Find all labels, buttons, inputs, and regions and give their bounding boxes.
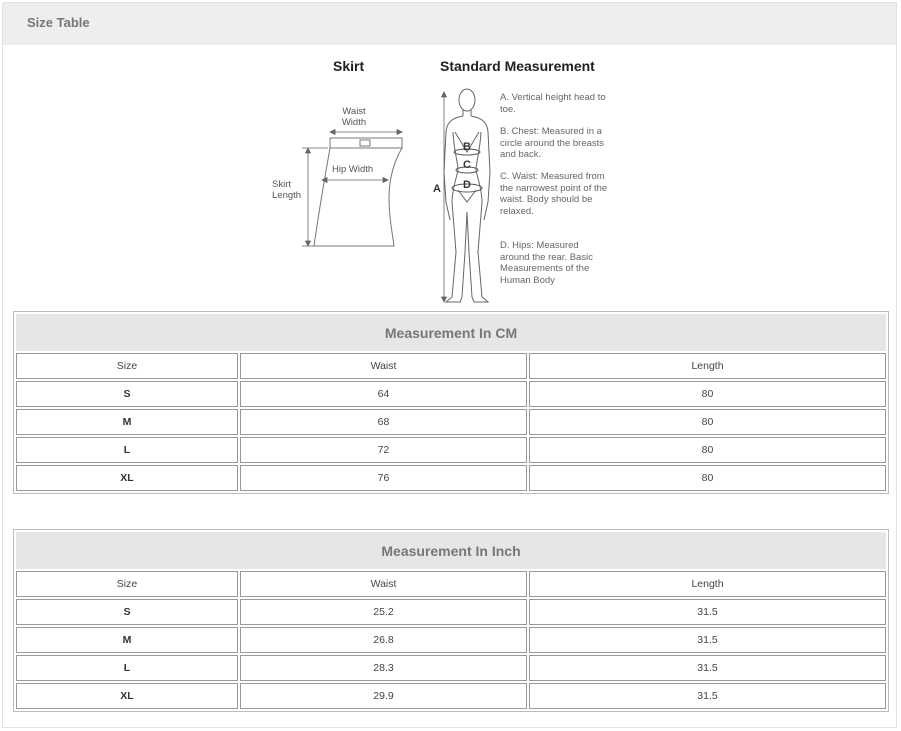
size-cell: M xyxy=(16,409,238,435)
header-length: Length xyxy=(529,571,886,597)
size-cell: S xyxy=(16,599,238,625)
header-length: Length xyxy=(529,353,886,379)
waist-cell: 72 xyxy=(240,437,527,463)
measurement-diagram xyxy=(262,52,632,310)
cm-size-table xyxy=(13,311,889,494)
hip-width-arrow xyxy=(322,178,388,183)
size-cell: XL xyxy=(16,683,238,709)
note-b: B. Chest: Measured in a circle around the breasts and back. xyxy=(500,126,605,160)
panel-title: Size Table xyxy=(27,15,90,30)
human-figure xyxy=(444,89,490,302)
size-cell: S xyxy=(16,381,238,407)
inch-size-table xyxy=(13,529,889,712)
waist-cell: 76 xyxy=(240,465,527,491)
table-row xyxy=(16,409,886,435)
marker-c: C xyxy=(463,159,471,171)
table-row xyxy=(16,465,886,491)
header-waist: Waist xyxy=(240,571,527,597)
note-d: D. Hips: Measured around the rear. Basic Measurements of the Human Body xyxy=(500,240,593,286)
table-header-row xyxy=(16,571,886,597)
table-row xyxy=(16,627,886,653)
table-caption: Measurement In CM xyxy=(16,314,886,351)
waist-cell: 25.2 xyxy=(240,599,527,625)
panel-header xyxy=(3,3,896,45)
table-row xyxy=(16,437,886,463)
waist-width-label: Waist Width xyxy=(341,106,367,128)
marker-a: A xyxy=(433,183,441,195)
marker-d: D xyxy=(463,179,471,191)
size-cell: M xyxy=(16,627,238,653)
length-cell: 80 xyxy=(529,409,886,435)
length-cell: 31.5 xyxy=(529,599,886,625)
hip-width-label: Hip Width xyxy=(332,164,374,175)
table-row xyxy=(16,655,886,681)
waist-cell: 68 xyxy=(240,409,527,435)
size-cell: XL xyxy=(16,465,238,491)
header-size: Size xyxy=(16,353,238,379)
waist-width-arrow xyxy=(330,130,402,135)
length-cell: 80 xyxy=(529,381,886,407)
waist-cell: 29.9 xyxy=(240,683,527,709)
length-cell: 31.5 xyxy=(529,683,886,709)
skirt-figure xyxy=(314,138,402,246)
length-cell: 31.5 xyxy=(529,627,886,653)
waist-cell: 28.3 xyxy=(240,655,527,681)
table-caption: Measurement In Inch xyxy=(16,532,886,569)
header-size: Size xyxy=(16,571,238,597)
length-cell: 31.5 xyxy=(529,655,886,681)
note-c: C. Waist: Measured from the narrowest point of the waist. Body should be relaxed. xyxy=(500,171,608,217)
table-row xyxy=(16,599,886,625)
length-cell: 80 xyxy=(529,437,886,463)
marker-b: B xyxy=(463,141,471,153)
skirt-length-label: Skirt Length xyxy=(272,179,302,201)
length-cell: 80 xyxy=(529,465,886,491)
header-waist: Waist xyxy=(240,353,527,379)
note-a: A. Vertical height head to toe. xyxy=(500,92,606,115)
table-header-row xyxy=(16,353,886,379)
skirt-title: Skirt xyxy=(333,58,365,74)
table-row xyxy=(16,381,886,407)
waist-cell: 26.8 xyxy=(240,627,527,653)
size-cell: L xyxy=(16,437,238,463)
table-row xyxy=(16,683,886,709)
waist-cell: 64 xyxy=(240,381,527,407)
standard-measurement-title: Standard Measurement xyxy=(440,58,595,74)
size-cell: L xyxy=(16,655,238,681)
